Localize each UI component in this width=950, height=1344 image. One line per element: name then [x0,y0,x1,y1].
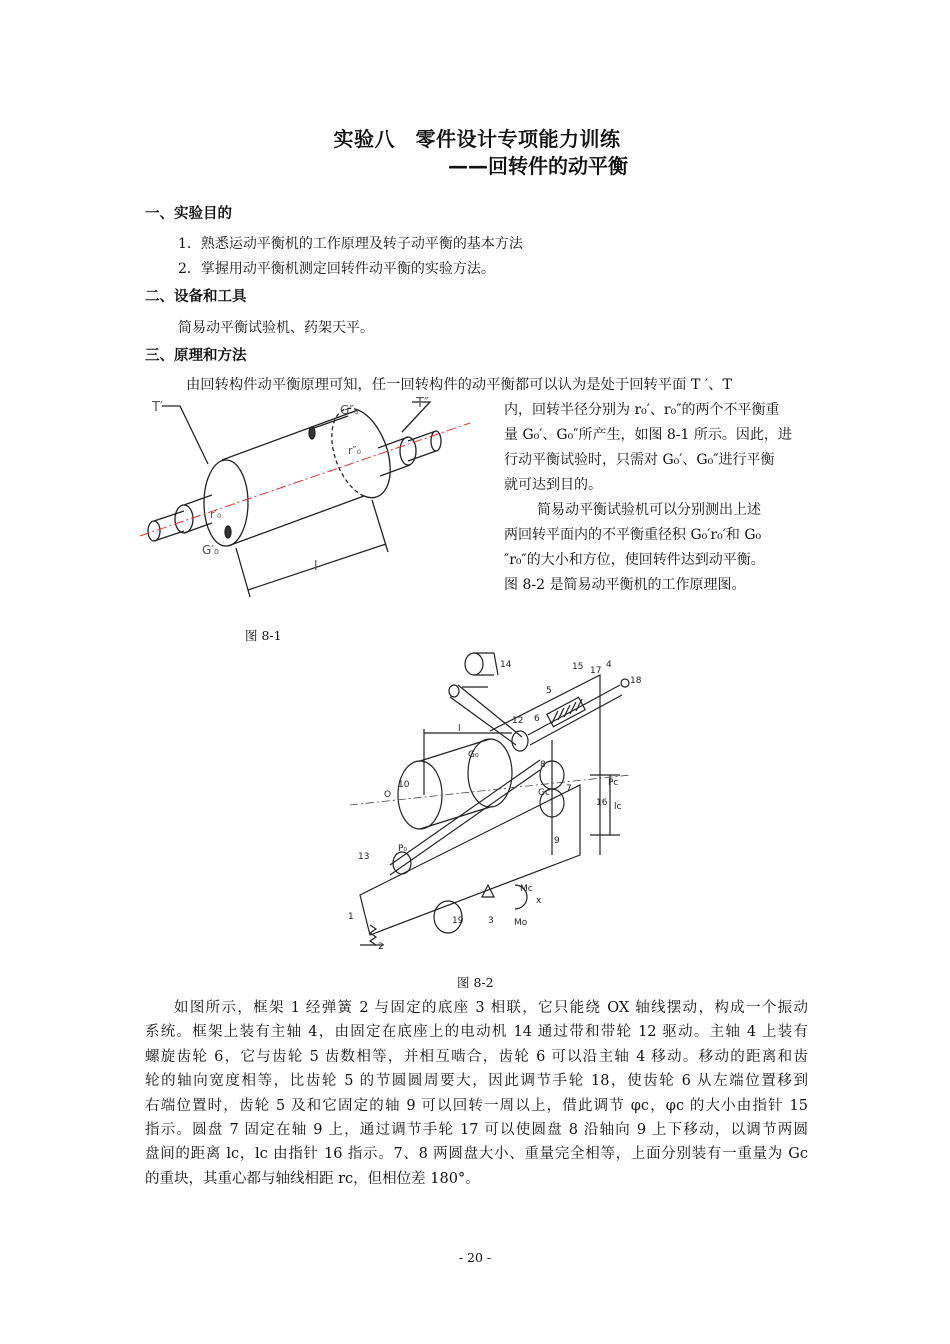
fig2-label-9: 9 [554,836,560,846]
fig1-label-r1: r′₀ [210,508,222,521]
fig2-label-6: 6 [534,714,540,724]
fig1-label-g1: G′₀ [202,543,219,557]
figure-8-1-caption: 图 8-1 [245,628,282,643]
fig2-label-5: 5 [546,686,552,696]
page-subtitle: ——回转件的动平衡 [448,154,628,178]
fig2-label-x: x [536,896,542,906]
principle-line-3: 量 G₀′、G₀″所产生，如图 8-1 所示。因此，进 [504,427,792,443]
fig2-label-4: 4 [606,660,612,670]
principle-line-8: ″r₀″的大小和方位，使回转件达到动平衡。 [504,552,765,568]
fig1-label-t2: T″ [416,396,429,411]
body-line-6: 指示。圆盘 7 固定在轴 9 上，通过调节手轮 17 可以使圆盘 8 沿轴向 9 上下移动，以调节两圆 [145,1122,808,1139]
section-heading-principle: 三、原理和方法 [145,348,247,364]
section-heading-purpose: 一、实验目的 [145,206,232,222]
fig2-label-3: 3 [488,916,494,926]
body-line-4: 轮的轴向宽度相等，比齿轮 5 的节圆圆周要大，因此调节手轮 18，使齿轮 6 从左端位置移到 [145,1073,808,1090]
fig2-label-19: 19 [452,916,464,926]
fig2-label-18: 18 [630,676,642,686]
fig1-label-r2: r″₀ [348,444,362,457]
fig2-label-16: 16 [596,798,608,808]
principle-line-1: 由回转构件动平衡原理可知，任一回转构件的动平衡都可以认为是处于回转平面 T ′、T [186,377,733,393]
principle-line-6: 简易动平衡试验机可以分别测出上述 [537,502,761,518]
body-paragraph [145,996,808,1191]
fig2-label-13: 13 [358,852,370,862]
fig2-label-l: l [458,724,461,734]
body-line-8: 的重块，其重心都与轴线相距 rc，但相位差 180°。 [145,1170,480,1187]
body-line-2: 系统。框架上装有主轴 4，由固定在底座上的电动机 14 通过带和带轮 12 驱动。主轴 4 上装有 [145,1024,808,1041]
fig2-label-gc: Gc [538,788,550,798]
principle-line-7: 两回转平面内的不平衡重径积 G₀′r₀′和 G₀ [504,527,762,543]
figure-8-1-rotor-diagram [140,392,480,607]
fig2-label-pc: Pc [608,778,619,788]
principle-line-5: 就可达到目的。 [504,477,602,493]
fig2-label-7: 7 [566,784,572,794]
fig2-label-8: 8 [540,760,546,770]
body-line-5: 右端位置时，齿轮 5 及和它固定的轴 9 可以回转一周以上，借此调节 φc，φc 的大小由指针 15 [145,1097,808,1114]
fig2-label-o: O [384,790,392,800]
fig2-label-14: 14 [500,660,512,670]
body-line-7: 盘间的距离 lc，lc 由指针 16 指示。7、8 两圆盘大小、重量完全相等，上面分别装有一重量为 Gc [145,1146,808,1163]
fig2-label-p0: P₀ [398,844,408,854]
fig2-label-12: 12 [512,716,524,726]
fig2-label-15: 15 [572,662,584,672]
fig2-label-lc: lc [614,802,622,812]
fig2-label-17: 17 [590,666,602,676]
fig1-label-t1: T′ [152,400,163,415]
principle-line-4: 行动平衡试验时，只需对 G₀′、G₀″进行平衡 [504,452,775,468]
fig1-label-g2: G″₀ [340,403,359,417]
body-line-3: 螺旋齿轮 6，它与齿轮 5 齿数相等，并相互啮合，齿轮 6 可以沿主轴 4 移动。移动的距离和齿 [145,1048,808,1065]
purpose-item-2: 2．掌握用动平衡机测定回转件动平衡的实验方法。 [178,261,495,277]
page-number: - 20 - [458,1250,492,1265]
figure-8-2-caption: 图 8-2 [457,975,494,990]
fig2-label-mo: Mo [514,918,528,928]
purpose-item-1: 1．熟悉运动平衡机的工作原理及转子动平衡的基本方法 [178,236,523,252]
page-title: 实验八 零件设计专项能力训练 [333,127,621,151]
fig2-label-g0: G₀ [468,750,479,760]
body-line-1: 如图所示，框架 1 经弹簧 2 与固定的底座 3 相联，它只能绕 OX 轴线摆动，构成一个振动 [174,1000,808,1016]
figure-8-2-balancing-machine-diagram [340,645,640,955]
equipment-text: 简易动平衡试验机、药架天平。 [178,320,374,336]
fig1-label-l: l [314,559,318,574]
section-heading-equipment: 二、设备和工具 [145,289,247,305]
principle-line-2: 内，回转半径分别为 r₀′、r₀″的两个不平衡重 [504,402,780,418]
fig2-label-2: 2 [378,942,384,952]
principle-line-9: 图 8-2 是简易动平衡机的工作原理图。 [504,577,746,593]
fig2-label-mc: Mc [520,884,533,894]
fig2-label-1: 1 [348,912,354,922]
fig2-label-10: 10 [398,780,410,790]
